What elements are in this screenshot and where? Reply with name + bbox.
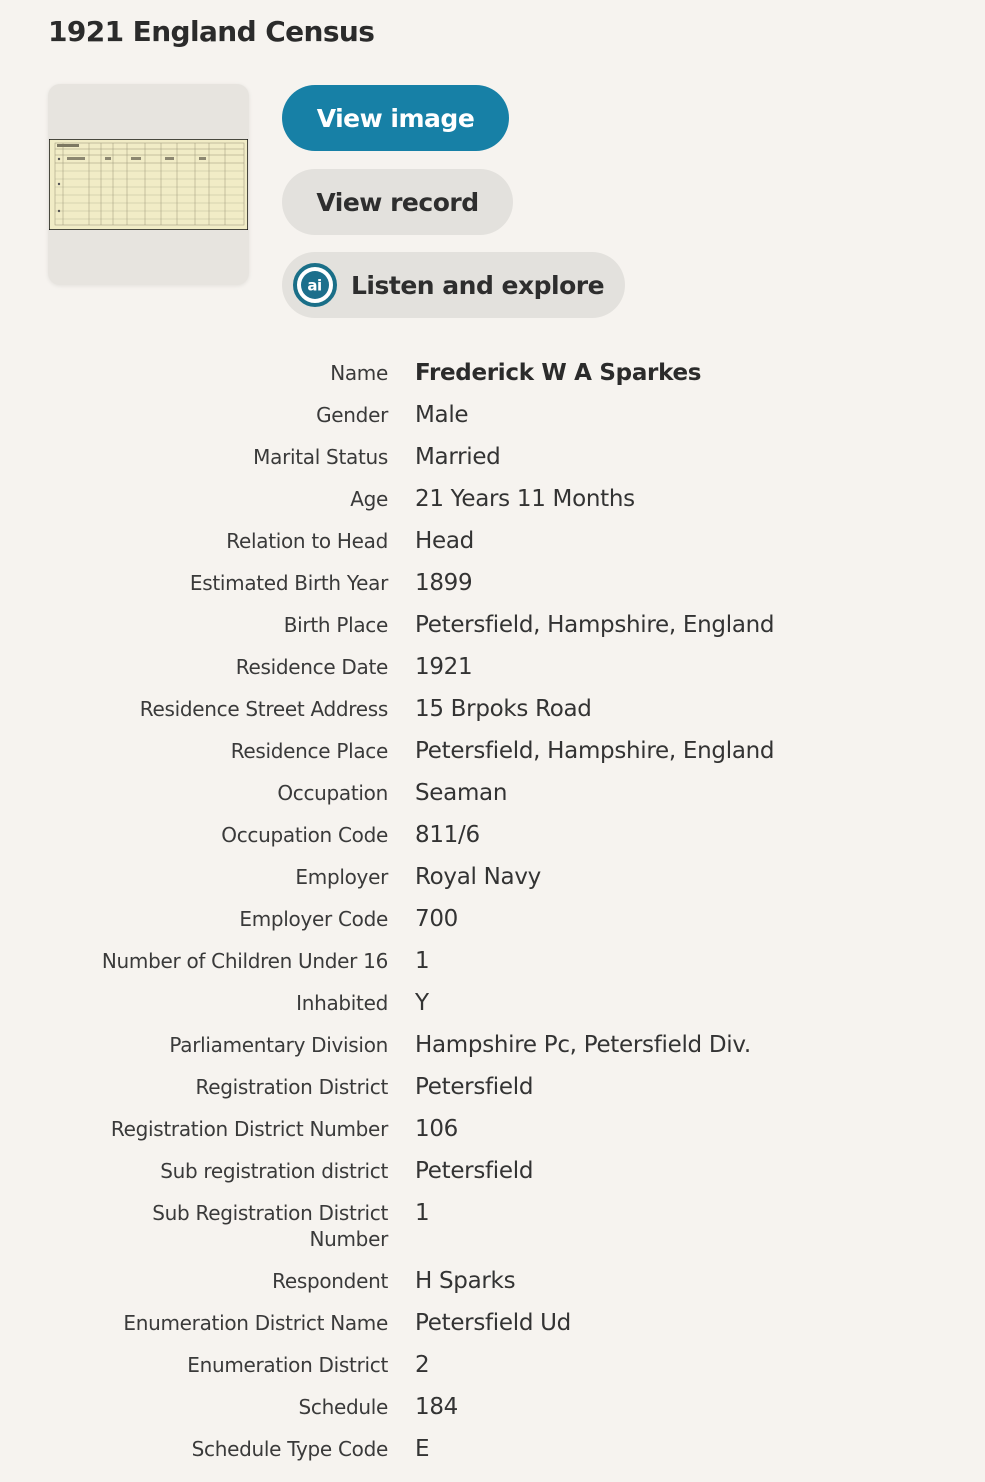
- detail-row-birth-place: [0, 604, 985, 646]
- detail-row-occupation: [0, 772, 985, 814]
- detail-label: Respondent: [272, 1269, 388, 1293]
- detail-label: Occupation Code: [221, 823, 388, 847]
- listen-and-explore-label: Listen and explore: [351, 270, 605, 300]
- detail-row-schedule-type-code: [0, 1428, 985, 1470]
- detail-row-occupation-code: [0, 814, 985, 856]
- record-details-list: [0, 352, 985, 1470]
- detail-value: Royal Navy: [415, 864, 541, 890]
- detail-label: Name: [330, 361, 388, 385]
- record-image-thumbnail[interactable]: [48, 84, 249, 285]
- detail-value: Petersfield, Hampshire, England: [415, 738, 775, 764]
- detail-label: Enumeration District: [187, 1353, 388, 1377]
- detail-value: Petersfield, Hampshire, England: [415, 612, 775, 638]
- census-page-thumbnail-image: [49, 139, 248, 230]
- detail-row-employer-code: [0, 898, 985, 940]
- detail-label: Sub Registration District Number: [152, 1201, 388, 1251]
- detail-label: Age: [350, 487, 388, 511]
- detail-row-age: [0, 478, 985, 520]
- detail-label: Residence Place: [230, 739, 388, 763]
- detail-row-sub-registration-district: [0, 1150, 985, 1192]
- detail-label: Employer: [295, 865, 388, 889]
- detail-label: Inhabited: [296, 991, 388, 1015]
- detail-row-relation-to-head: [0, 520, 985, 562]
- detail-row-parliamentary-division: [0, 1024, 985, 1066]
- detail-row-enumeration-district-name: [0, 1302, 985, 1344]
- ai-badge-icon: [293, 263, 337, 307]
- detail-label: Parliamentary Division: [169, 1033, 388, 1057]
- detail-label: Estimated Birth Year: [189, 571, 388, 595]
- listen-and-explore-button[interactable]: [282, 252, 625, 318]
- detail-value: Seaman: [415, 780, 508, 806]
- detail-value: H Sparks: [415, 1268, 516, 1294]
- detail-value: 1899: [415, 570, 473, 596]
- detail-value: 1: [415, 948, 430, 974]
- detail-label: Marital Status: [253, 445, 388, 469]
- detail-value: Hampshire Pc, Petersfield Div.: [415, 1032, 751, 1058]
- detail-value: E: [415, 1436, 430, 1462]
- detail-value: Head: [415, 528, 474, 554]
- detail-row-sub-registration-district-number: [0, 1192, 985, 1260]
- detail-label: Relation to Head: [226, 529, 388, 553]
- detail-row-enumeration-district: [0, 1344, 985, 1386]
- detail-value: 21 Years 11 Months: [415, 486, 635, 512]
- detail-value: 2: [415, 1352, 430, 1378]
- detail-value: Married: [415, 444, 501, 470]
- view-image-button[interactable]: View image: [282, 85, 509, 151]
- detail-row-schedule: [0, 1386, 985, 1428]
- page-title: 1921 England Census: [48, 15, 375, 48]
- detail-value: Petersfield: [415, 1158, 534, 1184]
- detail-label: Gender: [316, 403, 388, 427]
- detail-value: 15 Brpoks Road: [415, 696, 592, 722]
- detail-value: 1921: [415, 654, 473, 680]
- detail-value: 1: [415, 1200, 430, 1226]
- detail-row-children-under-16: [0, 940, 985, 982]
- detail-row-employer: [0, 856, 985, 898]
- detail-label: Sub registration district: [160, 1159, 388, 1183]
- detail-value: 700: [415, 906, 458, 932]
- detail-value: 184: [415, 1394, 458, 1420]
- detail-label: Employer Code: [239, 907, 388, 931]
- detail-value: Frederick W A Sparkes: [415, 360, 702, 386]
- detail-row-registration-district: [0, 1066, 985, 1108]
- detail-row-respondent: [0, 1260, 985, 1302]
- detail-row-estimated-birth-year: [0, 562, 985, 604]
- detail-label: Residence Date: [235, 655, 388, 679]
- detail-row-residence-street-address: [0, 688, 985, 730]
- detail-row-inhabited: [0, 982, 985, 1024]
- detail-value: 106: [415, 1116, 458, 1142]
- detail-row-residence-date: [0, 646, 985, 688]
- detail-row-gender: [0, 394, 985, 436]
- detail-label: Schedule: [298, 1395, 388, 1419]
- detail-row-registration-district-number: [0, 1108, 985, 1150]
- detail-label: Residence Street Address: [139, 697, 388, 721]
- svg-text:ai: ai: [307, 276, 322, 295]
- detail-value: Petersfield: [415, 1074, 534, 1100]
- detail-label: Birth Place: [283, 613, 388, 637]
- detail-label: Enumeration District Name: [123, 1311, 388, 1335]
- detail-row-name: [0, 352, 985, 394]
- detail-value: 811/6: [415, 822, 480, 848]
- detail-value: Petersfield Ud: [415, 1310, 571, 1336]
- detail-value: Y: [415, 990, 429, 1016]
- detail-row-residence-place: [0, 730, 985, 772]
- detail-label: Schedule Type Code: [191, 1437, 388, 1461]
- detail-label: Occupation: [277, 781, 388, 805]
- detail-label: Registration District Number: [110, 1117, 388, 1141]
- detail-label: Number of Children Under 16: [101, 949, 388, 973]
- detail-label: Registration District: [195, 1075, 388, 1099]
- detail-value: Male: [415, 402, 469, 428]
- detail-row-marital-status: [0, 436, 985, 478]
- view-record-button[interactable]: View record: [282, 169, 513, 235]
